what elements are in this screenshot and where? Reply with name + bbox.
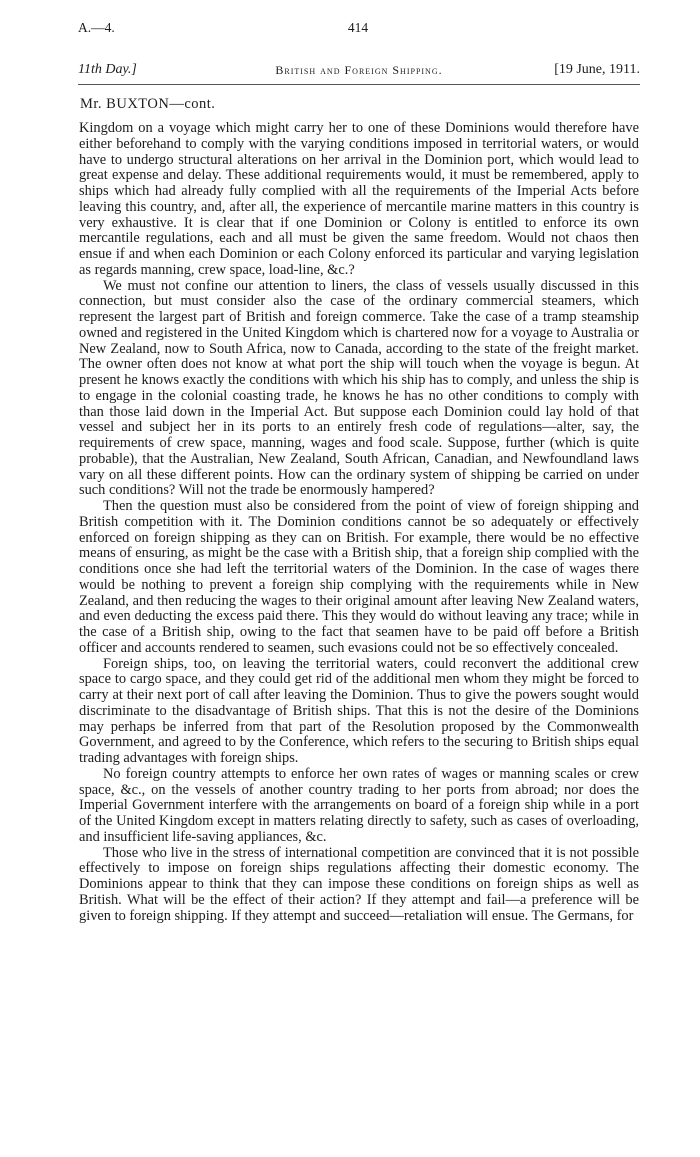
body-text [79, 121, 639, 924]
sitting-day: 11th Day.] [78, 62, 137, 77]
page-number: 414 [347, 20, 369, 35]
paragraph: Those who live in the stress of international competition are convinced that it is not possible effectively to impose on foreign ships regulations affecting their domestic economy. The Dominions appear to think that they can impose these conditions on foreign ships as well as British. What will be the effect of their action? If they attempt and fail—a preference will be given to foreign shipping. If they attempt and succeed—retaliation will ensue. The Germans, for [79, 844, 639, 924]
speaker-label: Mr. BUXTON—cont. [80, 96, 216, 112]
paragraph: We must not confine our attention to liners, the class of vessels usually discussed in this connection, but must consider also the case of the ordinary commercial steamers, which represent the largest part of British and foreign commerce. Take the case of a tramp steamship owned and registered in the United Kingdom which is chartered now for a voyage to Australia or New Zealand, now to South Africa, now to Canada, according to the state of the freight market. The owner often does not know at what port the ship will touch when the voyage is begun. At present he knows exactly the conditions with which his ship has to comply, and unless the ship is to engage in the colonial coasting trade, he knows he has no other conditions to comply with than those laid down in the Imperial Act. But suppose each Dominion could lay hold of that vessel and subject her in its ports to an entirely fresh code of regulations—alter, say, the requirements of crew space, manning, wages and food scale. Suppose, further (which is quite probable), that the Australian, New Zealand, South African, Canadian, and Newfoundland laws vary on all these different points. How can the ordinary system of shipping be carried on under such conditions? Will not the trade be enormously hampered? [79, 277, 639, 499]
paragraph: Then the question must also be considered from the point of view of foreign shipping and British competition with it. The Dominion conditions cannot be so adequately or effectively enforced on foreign shipping as they can on British. For example, there would be no effective means of ensuring, as might be the case with a British ship, that a foreign ship complied with the conditions once she had left the territorial waters of the Dominion. In the case of wages there would be nothing to prevent a foreign ship complying with the requirements while in New Zealand, and then reducing the wages to their original amount after leaving New Zealand waters, and even deducting the excess paid there. This they would do without leaving any trace; while in the case of a British ship, owing to the fact that seamen have to be paid off before a British officer and accounts rendered to seamen, such evasions could not be so effectively concealed. [79, 498, 639, 656]
paragraph: No foreign country attempts to enforce her own rates of wages or manning scales or crew space, &c., on the vessels of another country trading to her ports from abroad; nor does the Imperial Government interfere with the arrangements on board of a foreign ship while in a port of the United Kingdom except in matters relating directly to safety, such as cases of overloading, and insufficient life-saving appliances, &c. [79, 765, 639, 845]
running-title: British and Foreign Shipping. [275, 63, 443, 77]
sitting-date: [19 June, 1911. [554, 62, 640, 77]
page-top-line [78, 20, 638, 40]
page-reference: A.—4. [78, 20, 115, 35]
paragraph: Foreign ships, too, on leaving the territorial waters, could reconvert the additional crew space to cargo space, and they could get rid of the additional men whom they might be forced to carry at their next port of call after leaving the Dominion. Thus to give the powers sought would discriminate to the disadvantage of British ships. That this is not the desire of the Dominions may perhaps be inferred from that part of the Resolution proposed by the Commonwealth Government, and agreed to by the Conference, which refers to the securing to British ships equal trading advantages with foreign ships. [79, 655, 639, 766]
running-head [78, 62, 640, 82]
paragraph: Kingdom on a voyage which might carry her to one of these Dominions would therefore have either beforehand to comply with the varying conditions imposed in territorial waters, or would have to undergo structural alterations on her arrival in the Dominion port, which would lead to great expense and delay. These additional requirements would, it must be remembered, apply to ships which had already fully complied with all the requirements of the Imperial Acts before leaving this country, and, after all, the experience of mercantile marine matters in this country is very exhaustive. It is clear that if one Dominion or Colony is entitled to enforce its own mercantile regulations, each and all must be given the same freedom. Would not chaos then ensue if and when each Dominion or each Colony enforced its particular and varying legislation as regards manning, crew space, load-line, &c.? [79, 120, 639, 278]
header-rule [78, 84, 640, 85]
